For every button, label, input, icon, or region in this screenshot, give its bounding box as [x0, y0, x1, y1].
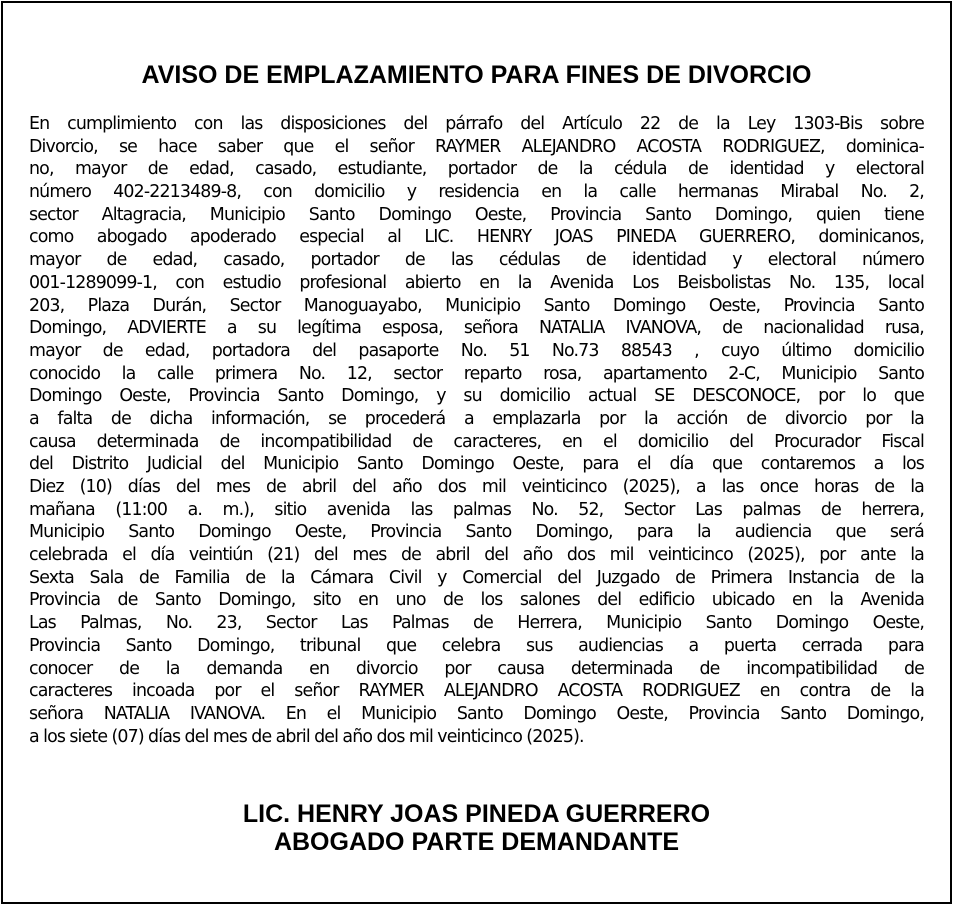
signature-name: LIC. HENRY JOAS PINEDA GUERRERO	[242, 800, 711, 828]
body-line: señora NATALIA IVANOVA. En el Municipio Santo Domingo Oeste, Provincia Santo Domingo,	[29, 703, 924, 724]
body-line: caracteres incoada por el señor RAYMER ALEJANDRO ACOSTA RODRIGUEZ en contra de la	[29, 681, 924, 702]
body-line: celebrada el día veintiún (21) del mes de abril del año dos mil veinticinco (2025), por ante la	[29, 545, 924, 566]
body-line: número 402-2213489-8, con domicilio y residencia en la calle hermanas Mirabal No. 2,	[29, 182, 924, 203]
body-line: Divorcio, se hace saber que el señor RAYMER ALEJANDRO ACOSTA RODRIGUEZ, dominica-	[29, 136, 924, 157]
body-line: no, mayor de edad, casado, estudiante, portador de la cédula de identidad y electoral	[29, 159, 924, 180]
body-line: mañana (11:00 a. m.), sitio avenida las palmas No. 52, Sector Las palmas de herrera,	[29, 499, 924, 520]
body-line: Municipio Santo Domingo Oeste, Provincia Santo Domingo, para la audiencia que será	[29, 522, 924, 543]
body-line: Las Palmas, No. 23, Sector Las Palmas de Herrera, Municipio Santo Domingo Oeste,	[29, 613, 924, 634]
legal-notice	[1, 1, 952, 904]
body-line: mayor de edad, portadora del pasaporte No. 51 No.73 88543 , cuyo último domicilio	[29, 340, 924, 361]
body-line: Provincia de Santo Domingo, sito en uno de los salones del edificio ubicado en la Avenida	[29, 590, 924, 611]
body-line: Domingo Oeste, Provincia Santo Domingo, y su domicilio actual SE DESCONOCE, por lo que	[29, 386, 924, 407]
notice-body	[29, 113, 924, 748]
body-line: Diez (10) días del mes de abril del año dos mil veinticinco (2025), a las once horas de la	[29, 477, 924, 497]
body-line: mayor de edad, casado, portador de las cédulas de identidad y electoral número	[29, 250, 924, 271]
signature-block	[3, 800, 950, 856]
body-line: sector Altagracia, Municipio Santo Domingo Oeste, Provincia Santo Domingo, quien tiene	[29, 204, 924, 225]
body-line: del Distrito Judicial del Municipio Santo Domingo Oeste, para el día que contaremos a los	[29, 454, 924, 475]
body-line: conocido la calle primera No. 12, sector reparto rosa, apartamento 2-C, Municipio Santo	[29, 363, 924, 384]
body-line: conocer de la demanda en divorcio por causa determinada de incompatibilidad de	[29, 658, 924, 679]
body-line: 203, Plaza Durán, Sector Manoguayabo, Municipio Santo Domingo Oeste, Provincia Santo	[29, 295, 924, 316]
notice-title: AVISO DE EMPLAZAMIENTO PARA FINES DE DIVORCIO	[141, 61, 812, 89]
body-line: 001-1289099-1, con estudio profesional abierto en la Avenida Los Beisbolistas No. 135, local	[29, 272, 924, 293]
body-line: Sexta Sala de Familia de la Cámara Civil y Comercial del Juzgado de Primera Instancia de la	[29, 567, 924, 588]
body-line: En cumplimiento con las disposiciones del párrafo del Artículo 22 de la Ley 1303-Bis sobre	[29, 114, 924, 134]
body-line: a los siete (07) días del mes de abril del año dos mil veinticinco (2025).	[29, 726, 584, 747]
body-line: a falta de dicha información, se procederá a emplazarla por la acción de divorcio por la	[29, 408, 924, 429]
signature-role: ABOGADO PARTE DEMANDANTE	[273, 828, 680, 856]
body-line: Domingo, ADVIERTE a su legítima esposa, señora NATALIA IVANOVA, de nacionalidad rusa,	[29, 318, 924, 339]
body-line: como abogado apoderado especial al LIC. HENRY JOAS PINEDA GUERRERO, dominicanos,	[29, 227, 924, 248]
body-line: causa determinada de incompatibilidad de caracteres, en el domicilio del Procurador Fiscal	[29, 431, 924, 452]
body-line: Provincia Santo Domingo, tribunal que celebra sus audiencias a puerta cerrada para	[29, 635, 924, 656]
